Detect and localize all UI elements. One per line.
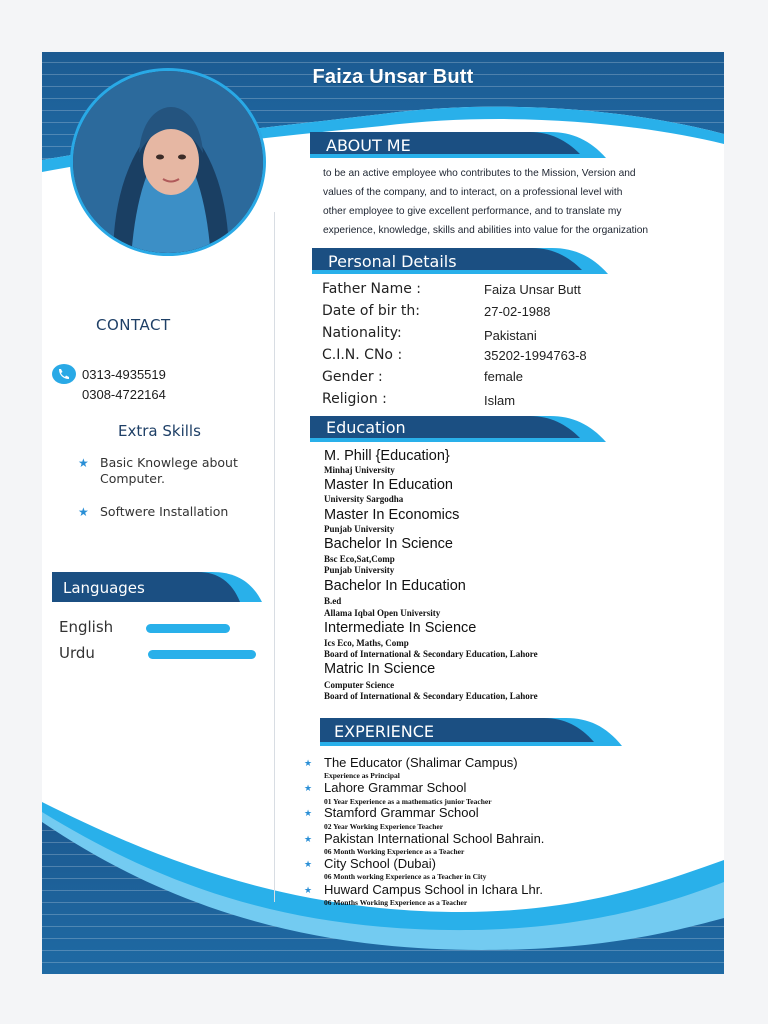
exp-place: Pakistan International School Bahrain. [324, 831, 545, 846]
edu-institution: Minhaj University [324, 465, 395, 475]
edu-degree: Bachelor In Science [324, 536, 453, 552]
person-name: Faiza Unsar Butt [312, 66, 474, 88]
languages-header [52, 572, 264, 600]
edu-degree: Master In Education [324, 477, 453, 493]
edu-degree: Master In Economics [324, 507, 460, 523]
about-header [310, 132, 610, 160]
edu-institution: University Sargodha [324, 494, 404, 504]
phone-number: 0313-4935519 [82, 367, 166, 382]
exp-detail: Experience as Principal [324, 771, 400, 780]
bullet-star-icon: ★ [304, 758, 313, 768]
edu-detail: Ics Eco, Maths, Comp [324, 638, 409, 648]
pd-label: Date of bir th: [322, 303, 420, 319]
edu-degree: Intermediate In Science [324, 620, 477, 636]
education-title: Education [326, 418, 406, 437]
pd-value: female [484, 369, 524, 384]
bullet-star-icon: ★ [78, 456, 89, 470]
edu-degree: M. Phill {Education} [324, 448, 450, 464]
column-divider [274, 212, 275, 902]
language-name: Urdu [59, 644, 95, 662]
pd-value: Faiza Unsar Butt [484, 282, 581, 297]
exp-detail: 06 Months Working Experience as a Teacher [324, 898, 468, 907]
pd-value: 27-02-1988 [484, 304, 551, 319]
edu-institution: Board of International & Secondary Education, Lahore [324, 691, 538, 701]
bullet-star-icon: ★ [304, 859, 313, 869]
edu-detail: Computer Science [324, 680, 395, 690]
pd-label: Nationality: [322, 325, 402, 341]
personal-title: Personal Details [328, 252, 457, 271]
exp-detail: 06 Month working Experience as a Teacher in City [324, 872, 487, 881]
exp-place: Huward Campus School in Ichara Lhr. [324, 882, 543, 897]
language-level-bar [146, 624, 230, 633]
languages-title: Languages [63, 579, 145, 597]
skill-line: Basic Knowlege about [100, 455, 238, 470]
edu-detail: B.ed [324, 596, 342, 606]
experience-title: EXPERIENCE [334, 722, 435, 741]
contact-title: CONTACT [96, 316, 171, 334]
edu-detail: Bsc Eco,Sat,Comp [324, 554, 395, 564]
profile-photo-icon [73, 71, 266, 256]
bullet-star-icon: ★ [304, 834, 313, 844]
edu-degree: Matric In Science [324, 661, 436, 677]
about-line: experience, knowledge, skills and abilities into value for the organization [323, 225, 649, 236]
pd-value: Islam [484, 393, 516, 408]
pd-label: Religion : [322, 391, 387, 407]
about-title: ABOUT ME [326, 136, 411, 155]
about-text [323, 164, 681, 240]
pd-label: Father Name : [322, 281, 421, 297]
phone-icon [52, 363, 76, 385]
skill-line: Computer. [100, 471, 165, 486]
pd-value: Pakistani [484, 328, 537, 343]
skill-item [100, 504, 250, 520]
skills-title: Extra Skills [118, 422, 201, 440]
skill-item [100, 455, 250, 487]
edu-institution: Allama Iqbal Open University [324, 608, 441, 618]
personal-header [312, 248, 612, 276]
education-header [310, 416, 610, 444]
edu-degree: Bachelor In Education [324, 578, 466, 594]
about-line: values of the company, and to interact, on a professional level with [323, 187, 623, 198]
exp-place: Lahore Grammar School [324, 780, 467, 795]
exp-place: The Educator (Shalimar Campus) [324, 755, 518, 770]
language-level-bar [148, 650, 256, 659]
skill-line: Softwere Installation [100, 504, 229, 519]
about-line: other employee to give excellent performance, and to translate my [323, 206, 622, 217]
bullet-star-icon: ★ [78, 505, 89, 519]
resume-page [42, 52, 724, 974]
experience-header [320, 718, 626, 746]
pd-label: C.I.N. CNo : [322, 347, 403, 363]
exp-detail: 02 Year Working Experience Teacher [324, 822, 444, 831]
exp-place: City School (Dubai) [324, 856, 436, 871]
bullet-star-icon: ★ [304, 885, 313, 895]
phone-number: 0308-4722164 [82, 387, 166, 402]
profile-photo [70, 68, 266, 256]
bullet-star-icon: ★ [304, 808, 313, 818]
edu-institution: Punjab University [324, 524, 395, 534]
pd-value: 35202-1994763-8 [484, 348, 587, 363]
exp-detail: 01 Year Experience as a mathematics junior Teacher [324, 797, 492, 806]
edu-institution: Board of International & Secondary Education, Lahore [324, 649, 538, 659]
exp-place: Stamford Grammar School [324, 805, 479, 820]
language-name: English [59, 618, 114, 636]
pd-label: Gender : [322, 369, 383, 385]
edu-institution: Punjab University [324, 565, 395, 575]
about-line: to be an active employee who contributes to the Mission, Version and [323, 168, 636, 179]
exp-detail: 06 Month Working Experience as a Teacher [324, 847, 465, 856]
bullet-star-icon: ★ [304, 783, 313, 793]
